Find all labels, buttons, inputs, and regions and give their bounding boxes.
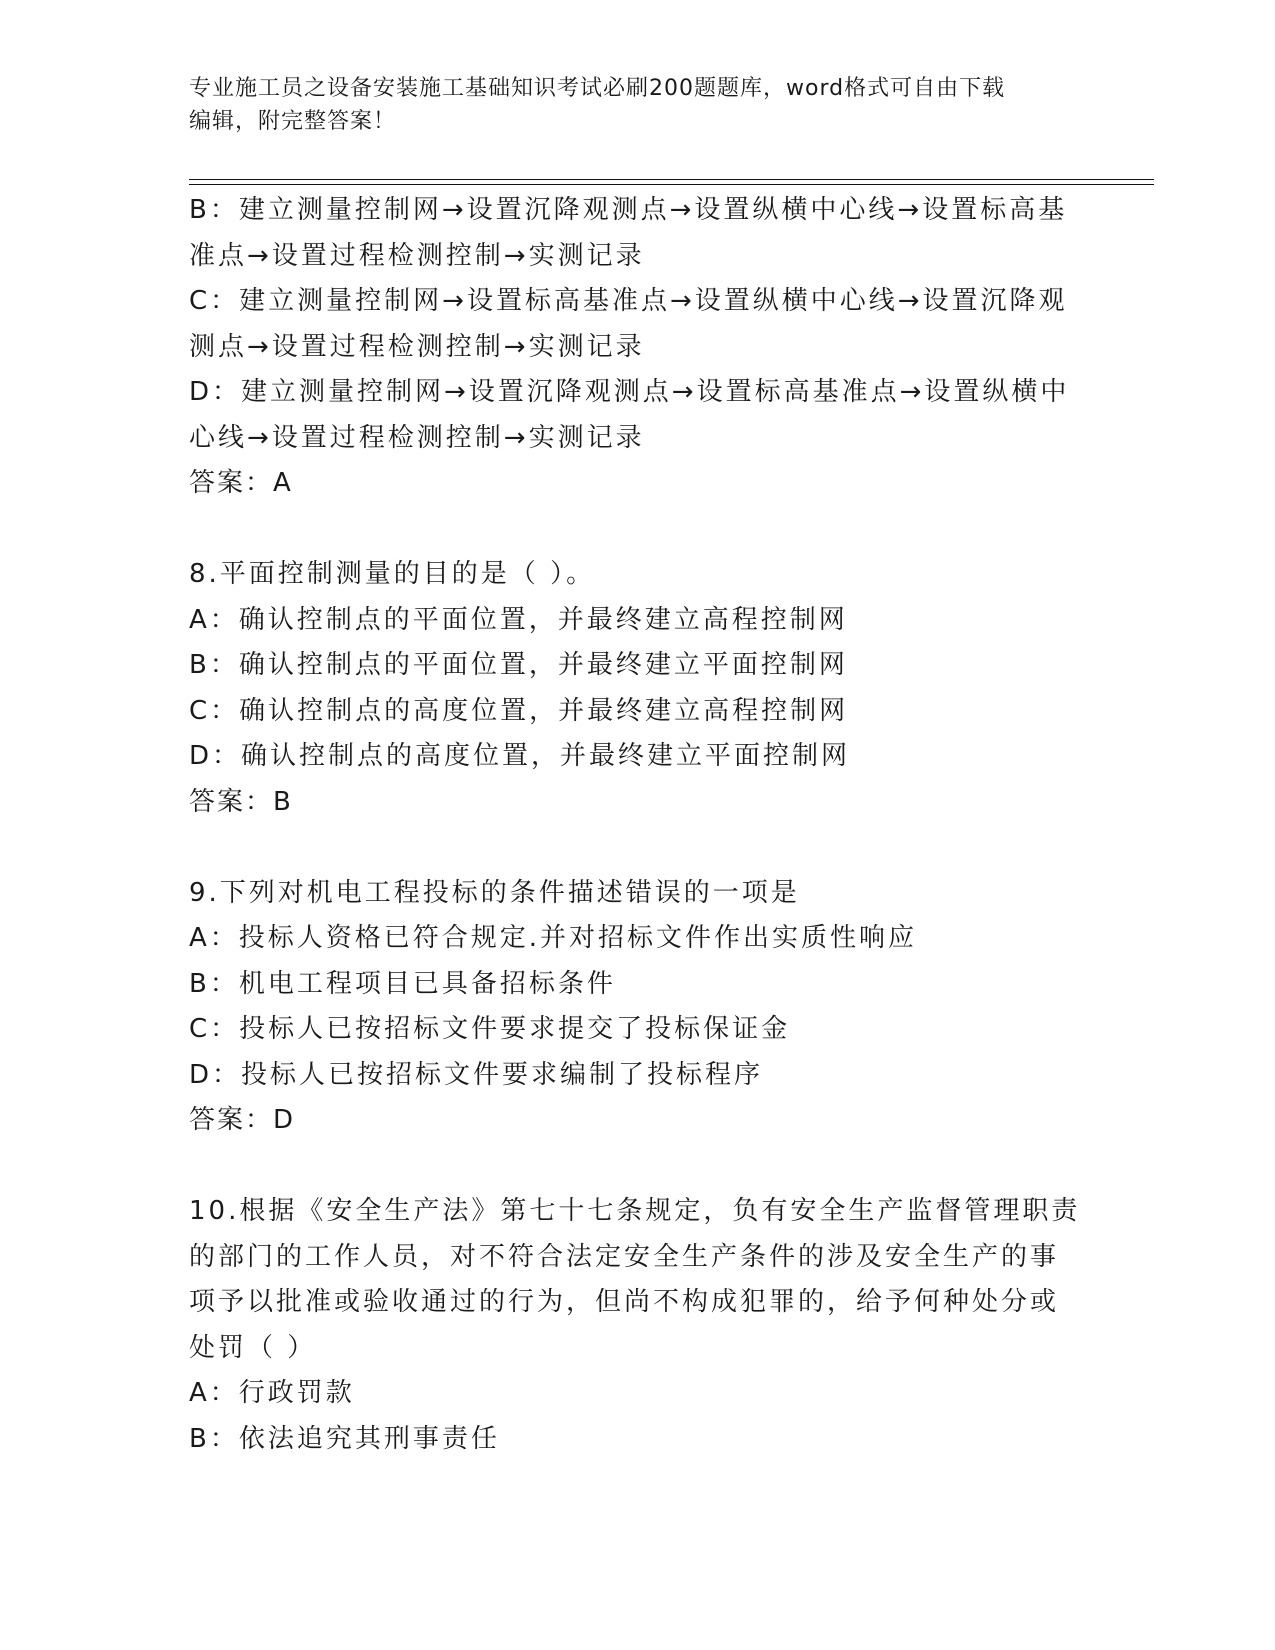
option-b: B：机电工程项目已具备招标条件 — [189, 968, 616, 999]
document-header — [189, 72, 1089, 138]
question-10 — [189, 1189, 1089, 1462]
answer-text: 答案：A — [189, 468, 293, 498]
question-7 — [189, 188, 1089, 507]
question-stem-line-3: 项予以批准或验收通过的行为，但尚不构成犯罪的，给予何种处分或 — [189, 1287, 1060, 1317]
spacer — [189, 1144, 1089, 1190]
option-c: C：投标人已按招标文件要求提交了投标保证金 — [189, 1014, 791, 1044]
question-9 — [189, 871, 1089, 1144]
option-d: D：投标人已按招标文件要求编制了投标程序 — [189, 1059, 764, 1090]
header-divider-top — [189, 179, 1154, 180]
option-d: D：确认控制点的高度位置，并最终建立平面控制网 — [189, 741, 851, 771]
option-d-line-2: 心线→设置过程检测控制→实测记录 — [189, 422, 645, 453]
option-d-line-1: D：建立测量控制网→设置沉降观测点→设置标高基准点→设置纵横中 — [189, 377, 1070, 407]
option-b-line-1: B：建立测量控制网→设置沉降观测点→设置纵横中心线→设置标高基 — [189, 195, 1068, 225]
question-stem-line-4: 处罚（ ） — [189, 1332, 317, 1363]
option-c-line-2: 测点→设置过程检测控制→实测记录 — [189, 331, 645, 362]
option-a: A：投标人资格已符合规定.并对招标文件作出实质性响应 — [189, 923, 918, 953]
option-b: B：确认控制点的平面位置，并最终建立平面控制网 — [189, 650, 848, 680]
option-a: A：确认控制点的平面位置，并最终建立高程控制网 — [189, 604, 848, 635]
option-c: C：确认控制点的高度位置，并最终建立高程控制网 — [189, 695, 849, 726]
option-b: B：依法追究其刑事责任 — [189, 1423, 500, 1454]
spacer — [189, 507, 1089, 553]
answer-text: 答案：D — [189, 1105, 296, 1135]
header-title-line-1: 专业施工员之设备安装施工基础知识考试必刷200题题库，word格式可自由下载 — [189, 76, 1006, 101]
question-stem: 8.平面控制测量的目的是（ ）。 — [189, 559, 596, 589]
header-title-line-2: 编辑，附完整答案！ — [189, 109, 397, 134]
answer-text: 答案：B — [189, 786, 293, 817]
option-c-line-1: C：建立测量控制网→设置标高基准点→设置纵横中心线→设置沉降观 — [189, 286, 1068, 316]
question-8 — [189, 552, 1089, 825]
question-stem: 9.下列对机电工程投标的条件描述错误的一项是 — [189, 877, 800, 908]
question-content — [189, 188, 1089, 1462]
option-a: A：行政罚款 — [189, 1378, 355, 1408]
option-b-line-2: 准点→设置过程检测控制→实测记录 — [189, 240, 645, 271]
question-stem-line-2: 的部门的工作人员，对不符合法定安全生产条件的涉及安全生产的事 — [189, 1241, 1060, 1272]
question-stem-line-1: 10.根据《安全生产法》第七十七条规定，负有安全生产监督管理职责 — [189, 1196, 1081, 1226]
spacer — [189, 825, 1089, 871]
header-divider-bottom — [189, 184, 1154, 185]
